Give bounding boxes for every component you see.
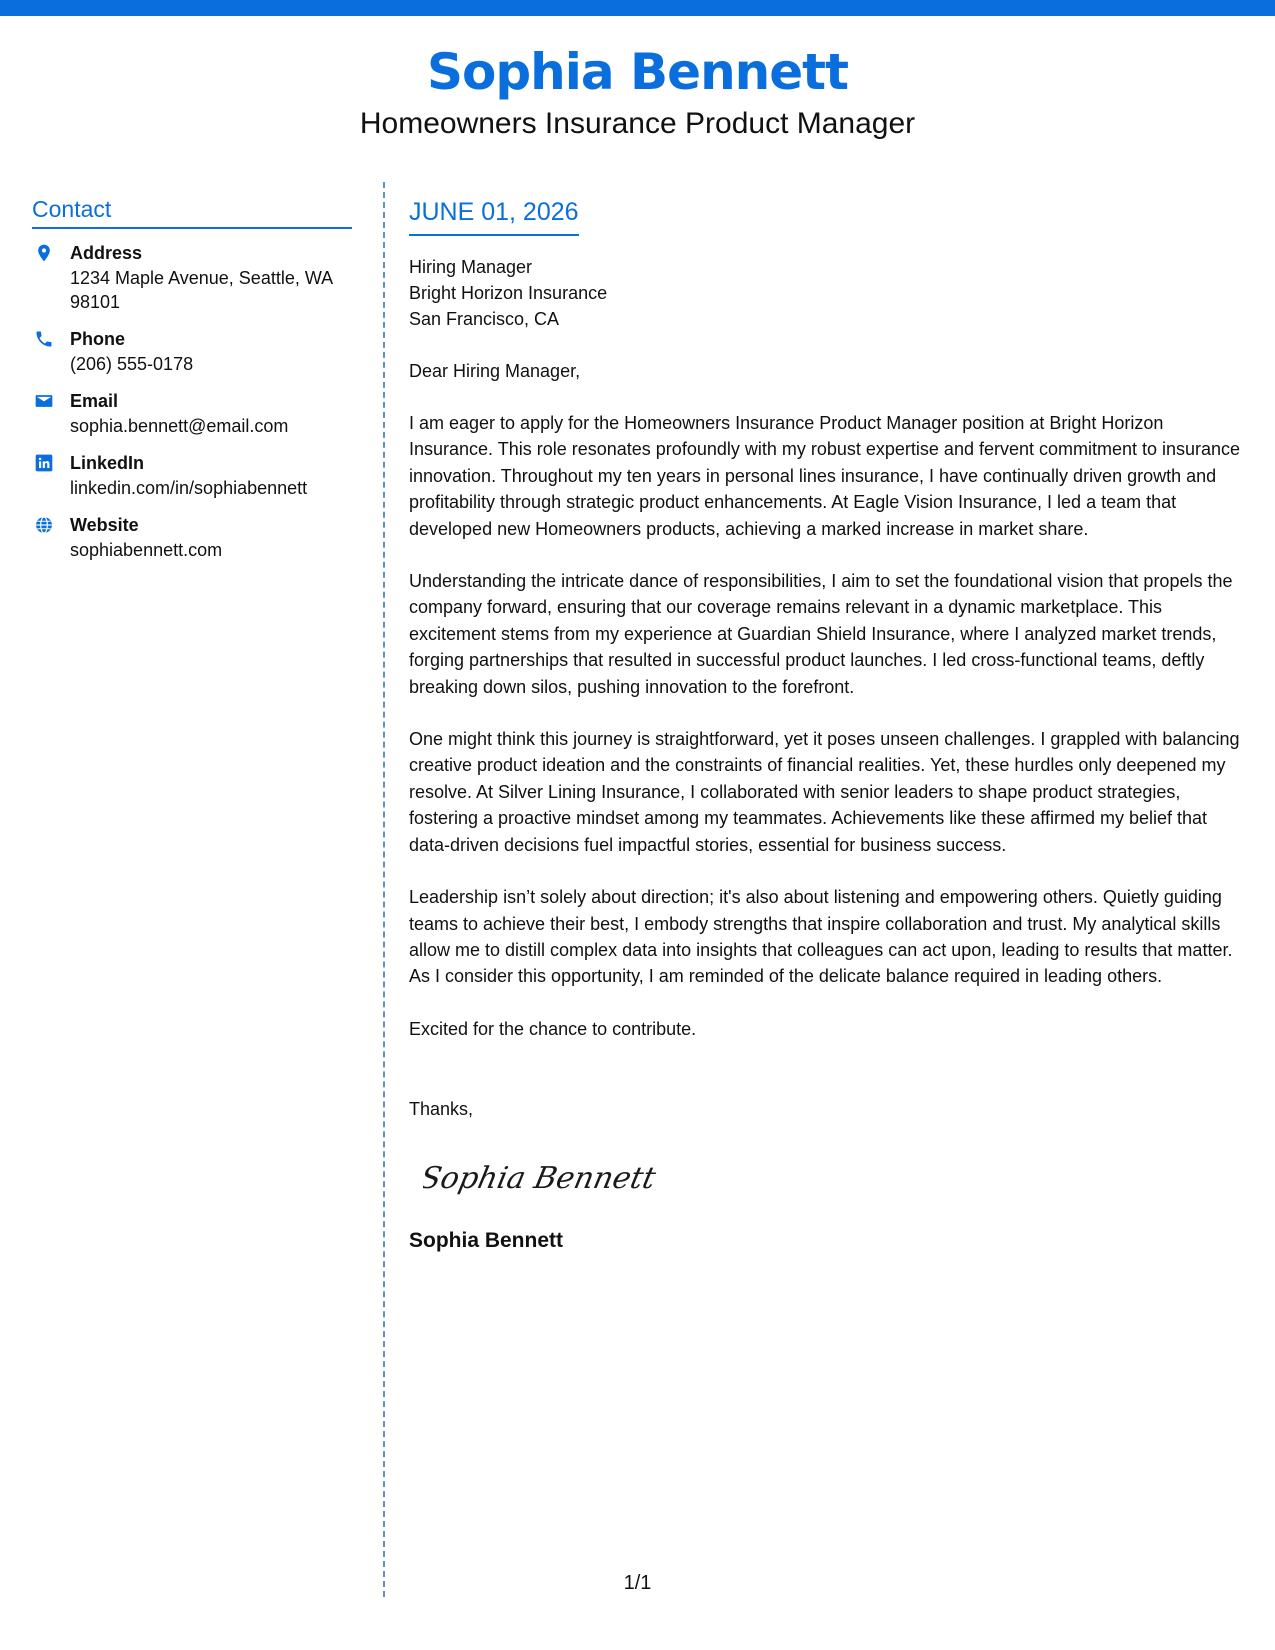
signature-text: Sophia Bennett (423, 1161, 659, 1196)
contact-label: Address (70, 243, 143, 263)
handwritten-signature (423, 1148, 663, 1208)
top-accent-bar (0, 0, 1275, 16)
contact-label: LinkedIn (70, 453, 145, 473)
contact-item-email (32, 389, 352, 438)
phone-icon (34, 329, 54, 349)
contact-value: sophiabennett.com (70, 540, 223, 560)
applicant-name: Sophia Bennett (427, 43, 848, 101)
signoff: Thanks, (409, 1098, 474, 1119)
contact-value: linkedin.com/in/sophiabennett (70, 478, 308, 498)
email-icon (34, 391, 54, 411)
recipient-line: San Francisco, CA (409, 309, 560, 329)
contact-label: Website (70, 515, 139, 535)
contact-label: Phone (70, 329, 126, 349)
contact-label: Email (70, 391, 119, 411)
location-pin-icon (34, 243, 54, 263)
header (0, 40, 1275, 144)
recipient-line: Bright Horizon Insurance (409, 283, 608, 303)
page-number: 1/1 (623, 1572, 652, 1594)
signer-name: Sophia Bennett (409, 1228, 564, 1252)
linkedin-icon (34, 453, 54, 473)
recipient-block (409, 254, 1249, 332)
body-paragraph: One might think this journey is straightforward, yet it poses unseen challenges. I grappled with balancing creative product ideation and the constraints of financial realities. Yet, these hurdles only deepened my resolve. At Silver Lining Insurance, I collaborated with senior leaders to shape product strategies, fostering a proactive mindset among my teammates. Achievements like these affirmed my belief that data-driven decisions fuel impactful stories, essential for business success. (409, 729, 1240, 855)
contact-item-phone (32, 327, 352, 376)
closing-line: Excited for the chance to contribute. (409, 1018, 697, 1039)
body-paragraph: I am eager to apply for the Homeowners Insurance Product Manager position at Bright Horizon Insurance. This role resonates profoundly with my robust expertise and fervent commitment to insurance innovation. Throughout my ten years in personal lines insurance, I have continually driven growth and profitability through strategic product enhancements. At Eagle Vision Insurance, I led a team that developed new Homeowners products, achieving a marked increase in market share. (409, 413, 1241, 539)
contact-value: sophia.bennett@email.com (70, 416, 289, 436)
body-paragraph: Understanding the intricate dance of responsibilities, I aim to set the foundational vision that propels the company forward, ensuring that our coverage remains relevant in a dynamic marketplace. This excitement stems from my experience at Guardian Shield Insurance, where I analyzed market trends, forging partnerships that resulted in successful product launches. I led cross-functional teams, deftly breaking down silos, pushing innovation to the forefront. (409, 571, 1233, 697)
salutation: Dear Hiring Manager, (409, 361, 581, 381)
contact-item-linkedin (32, 451, 352, 500)
contact-item-website (32, 513, 352, 562)
recipient-line: Hiring Manager (409, 257, 533, 277)
contact-list (32, 241, 352, 562)
contact-sidebar (32, 194, 352, 575)
letter-date: JUNE 01, 2026 (409, 196, 579, 236)
contact-item-address (32, 241, 352, 314)
contact-value: 1234 Maple Avenue, Seattle, WA 98101 (70, 268, 333, 312)
column-divider (383, 182, 385, 1597)
job-title: Homeowners Insurance Product Manager (359, 107, 916, 140)
globe-icon (34, 515, 54, 535)
contact-value: (206) 555-0178 (70, 354, 194, 374)
body-paragraph: Leadership isn’t solely about direction; it's also about listening and empowering others. Quietly guiding teams to achieve their best, I embody strengths that inspire collaboration and trust. My analytical skills allow me to distill complex data into insights that colleagues can act upon, leading to results that matter. As I consider this opportunity, I am reminded of the delicate balance required in leading others. (409, 887, 1233, 987)
contact-heading: Contact (32, 194, 352, 229)
letter-body (409, 196, 1249, 1255)
